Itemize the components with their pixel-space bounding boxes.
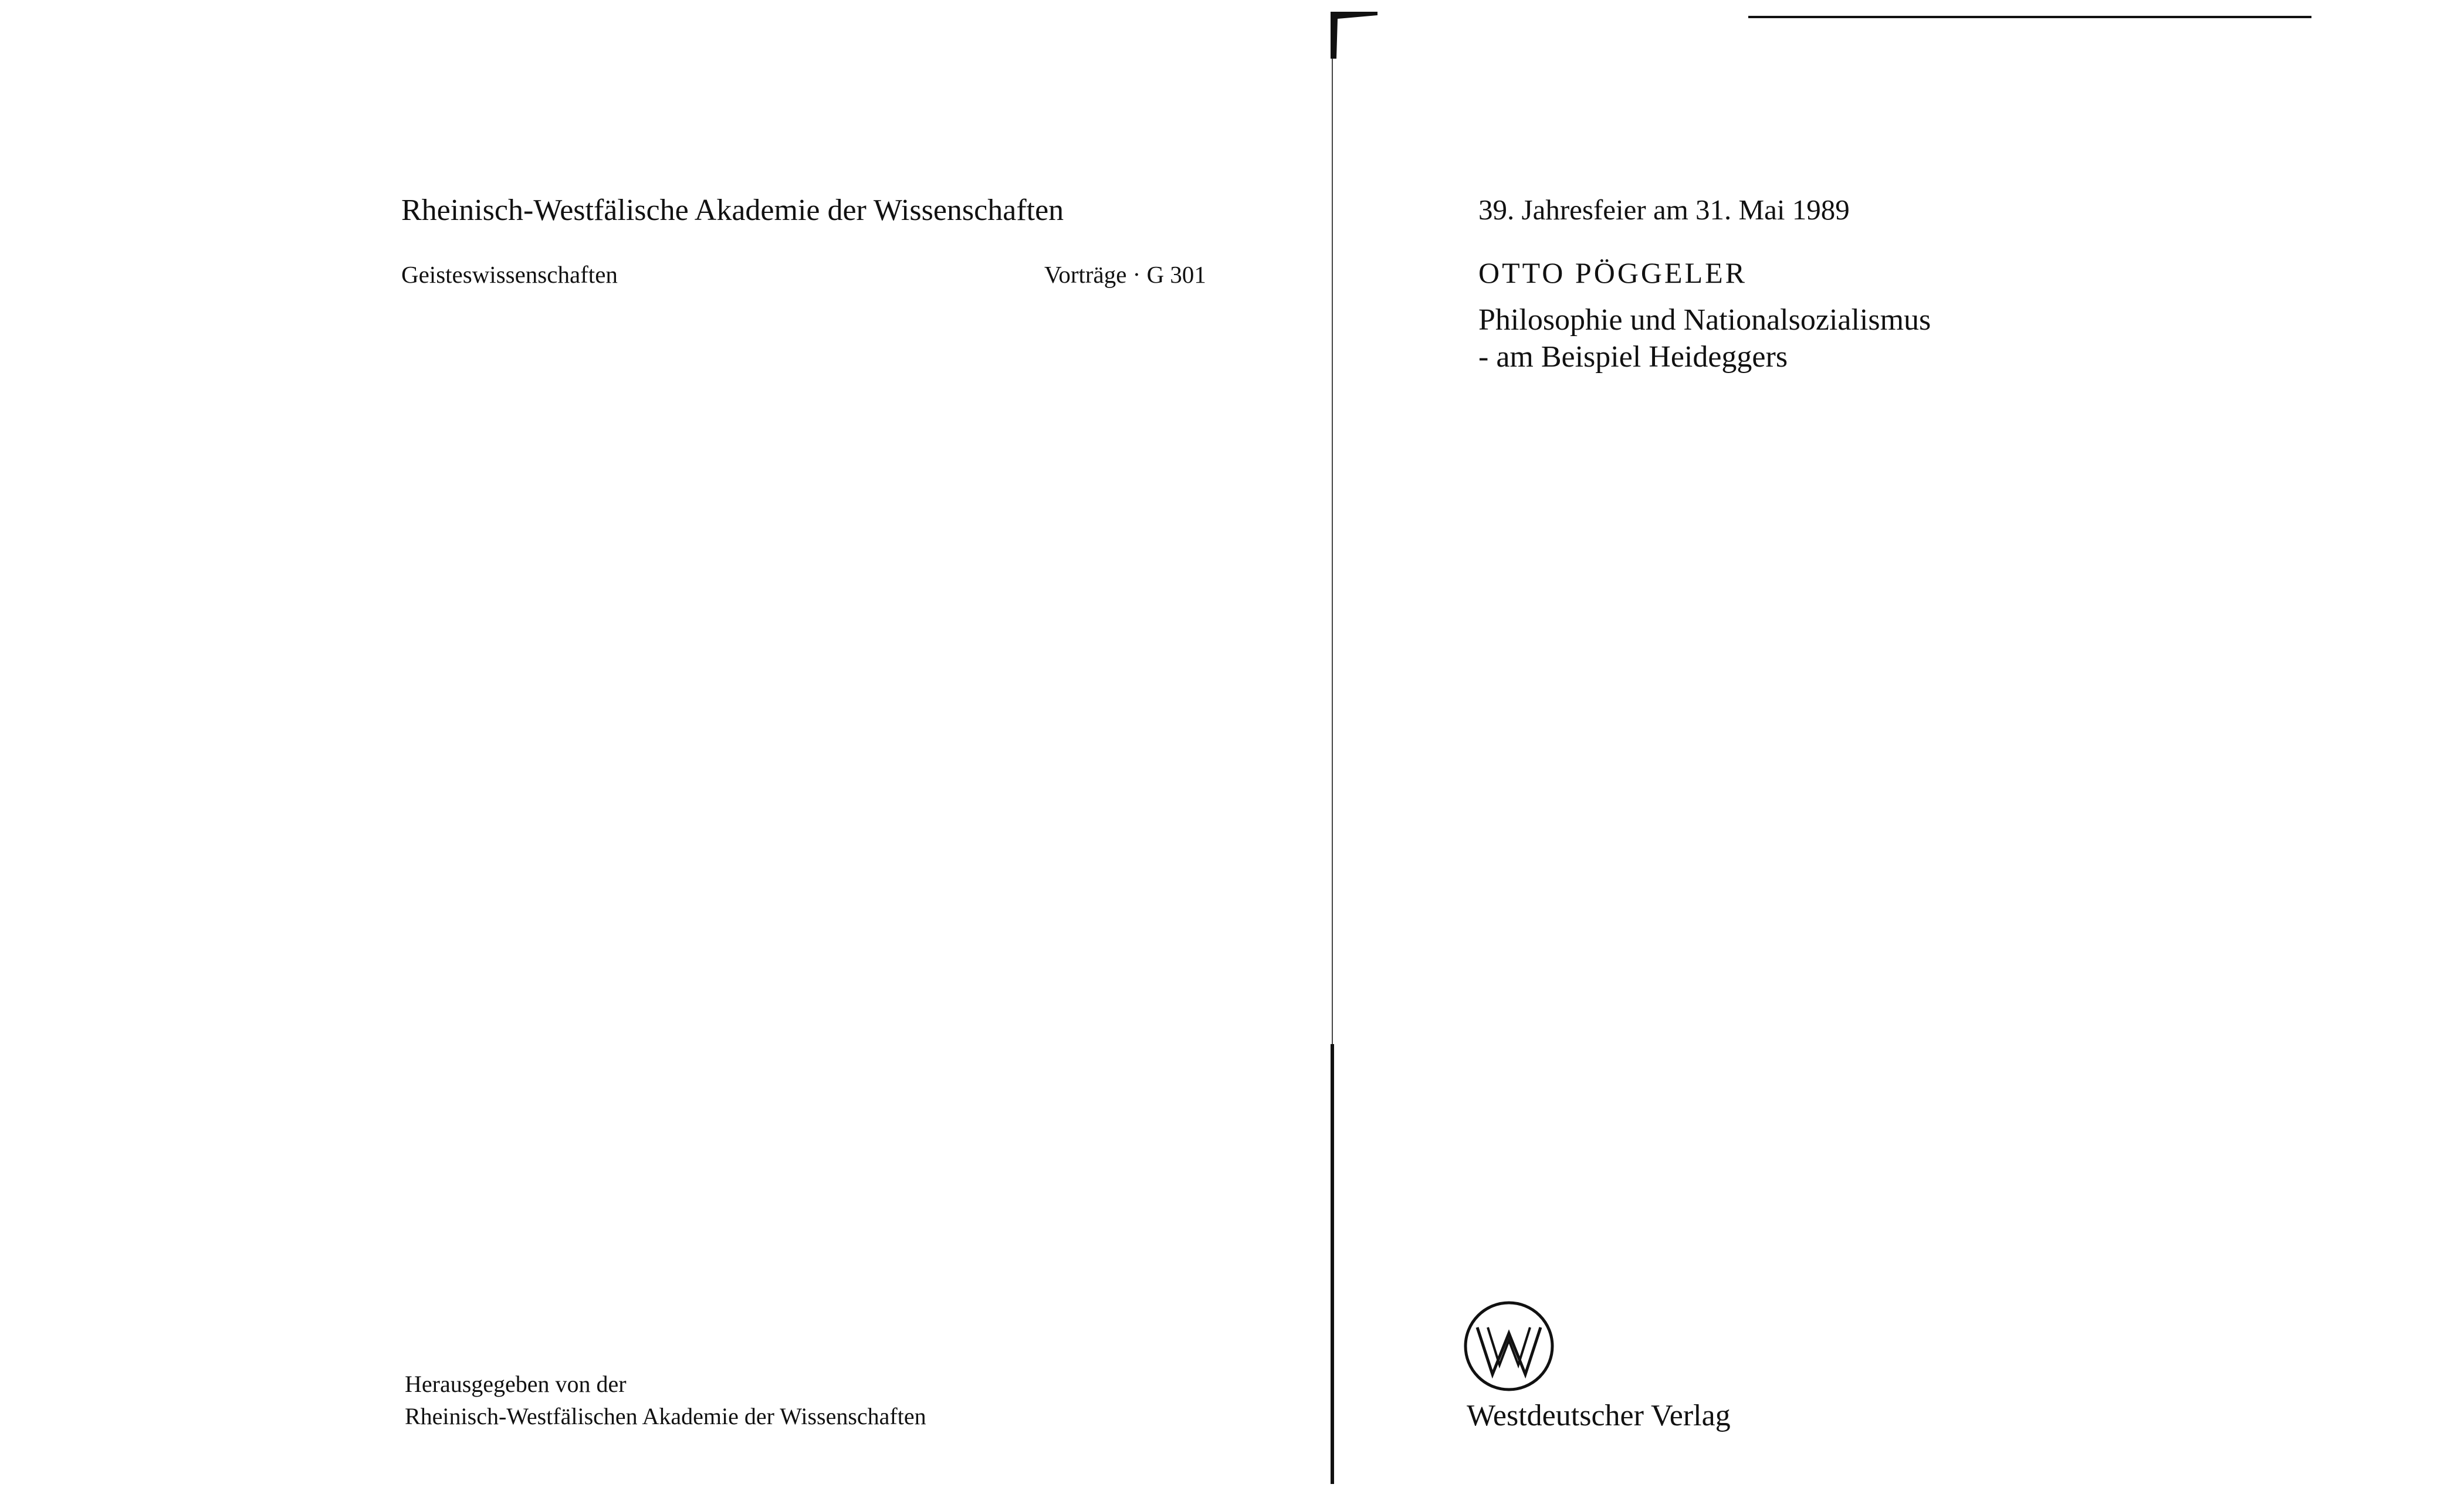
editor-note-line-2: Rheinisch-Westfälischen Akademie der Wissenschaften bbox=[405, 1403, 926, 1429]
lecture-title-line-2: - am Beispiel Heideggers bbox=[1478, 340, 1788, 374]
author-name: OTTO PÖGGELER bbox=[1478, 256, 1748, 289]
academy-title: Rheinisch-Westfälische Akademie der Wissenschaften bbox=[401, 194, 1064, 227]
series-number: Vorträge · G 301 bbox=[1044, 261, 1206, 288]
publisher-name: Westdeutscher Verlag bbox=[1467, 1399, 1731, 1432]
series-name: Geisteswissenschaften bbox=[401, 261, 618, 288]
lecture-title-line-1: Philosophie und Nationalsozialismus bbox=[1478, 303, 1931, 337]
event-date: 39. Jahresfeier am 31. Mai 1989 bbox=[1478, 194, 1850, 226]
editor-note-line-1: Herausgegeben von der bbox=[405, 1371, 627, 1397]
publisher-logo-icon bbox=[1462, 1299, 1556, 1393]
right-page bbox=[1332, 0, 2464, 1501]
